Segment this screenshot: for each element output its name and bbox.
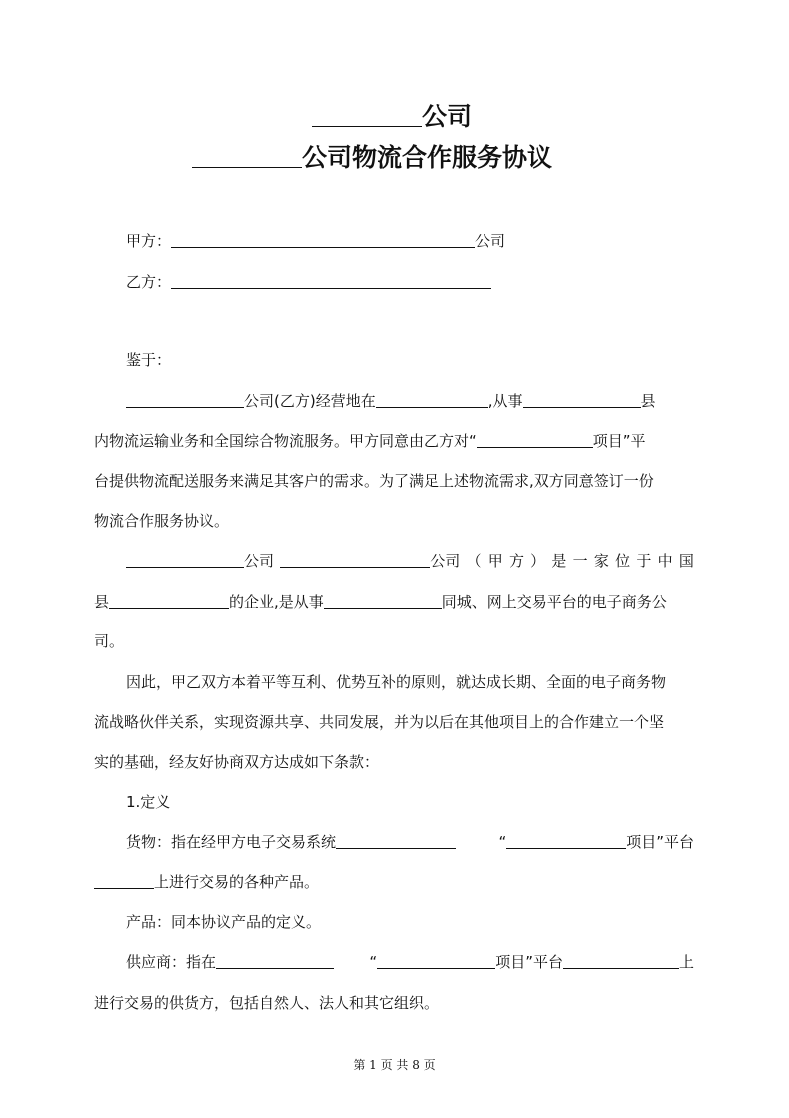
blank xyxy=(377,951,495,969)
party-a-suffix: 公司 xyxy=(475,232,506,250)
section-1-heading xyxy=(126,789,694,815)
p2-line-1 xyxy=(126,548,694,574)
title-text-2: 公司物流合作服务协议 xyxy=(302,143,553,172)
p2-line-2 xyxy=(94,589,694,615)
party-a-label: 甲方： xyxy=(126,232,172,250)
blank xyxy=(171,271,491,289)
text: 甲 xyxy=(487,552,503,570)
p3-line-3 xyxy=(94,749,694,775)
text: 货物：指在经甲方电子交易系统 xyxy=(126,833,337,851)
text: （ xyxy=(466,552,482,570)
blank xyxy=(109,591,229,609)
text: ） xyxy=(530,552,546,570)
blank xyxy=(171,230,475,248)
text: 上进行交易的各种产品。 xyxy=(154,873,320,891)
blank xyxy=(523,390,641,408)
p3-line-1 xyxy=(126,669,694,695)
p3-line-2 xyxy=(94,709,694,735)
title-line-1 xyxy=(312,100,472,132)
text: 县 xyxy=(94,593,110,611)
party-b-label: 乙方： xyxy=(126,273,172,291)
blank xyxy=(477,430,593,448)
supplier-line-2 xyxy=(94,990,694,1016)
title-text-1: 公司 xyxy=(422,102,473,131)
blank xyxy=(336,831,456,849)
text: “ xyxy=(369,953,378,971)
text: 项目”平台 xyxy=(495,953,563,971)
party-a xyxy=(126,228,694,254)
blank xyxy=(94,871,154,889)
text: 国 xyxy=(678,552,694,570)
text: 公司(乙方)经营地在 xyxy=(244,392,376,410)
text: 于 xyxy=(636,552,652,570)
text: 中 xyxy=(657,552,673,570)
p1-line-3 xyxy=(94,468,694,494)
text: “ xyxy=(498,833,507,851)
text: 县 xyxy=(640,392,656,410)
text: 供应商：指在 xyxy=(126,953,217,971)
supplier-line-1 xyxy=(126,949,694,975)
whereas xyxy=(126,347,694,373)
text: 物流合作服务协议。 xyxy=(94,512,230,530)
page-footer: 第 1 页 共 8 页 xyxy=(353,1058,436,1072)
blank xyxy=(192,141,302,168)
whereas-text: 鉴于： xyxy=(126,351,172,369)
text: 台提供物流配送服务来满足其客户的需求。为了满足上述物流需求,双方同意签订一份 xyxy=(94,472,654,490)
text: 内物流运输业务和全国综合物流服务。甲方同意由乙方对“ xyxy=(94,432,477,450)
text: 的企业,是从事 xyxy=(229,593,324,611)
text: 家 xyxy=(593,552,609,570)
text: 公司 xyxy=(244,552,275,570)
product-definition xyxy=(126,909,694,935)
text: 流战略伙伴关系，实现资源共享、共同发展，并为以后在其他项目上的合作建立一个坚 xyxy=(94,713,665,731)
text: 公司 xyxy=(430,552,461,570)
text: 一 xyxy=(572,552,588,570)
text: ,从事 xyxy=(487,392,523,410)
text: 因此，甲乙双方本着平等互利、优势互补的原则，就达成长期、全面的电子商务物 xyxy=(126,673,667,691)
goods-line-1 xyxy=(126,829,694,855)
text: 同城、网上交易平台的电子商务公 xyxy=(441,593,667,611)
blank xyxy=(506,831,626,849)
p1-line-4 xyxy=(94,508,694,534)
text: 实的基础，经友好协商双方达成如下条款： xyxy=(94,753,380,771)
text: 产品：同本协议产品的定义。 xyxy=(126,913,322,931)
text: 司。 xyxy=(94,632,125,650)
text: 位 xyxy=(615,552,631,570)
text: 是 xyxy=(551,552,567,570)
blank xyxy=(312,100,422,127)
goods-line-2 xyxy=(94,869,694,895)
p2-line-3 xyxy=(94,628,694,654)
text: 1.定义 xyxy=(126,793,171,811)
blank xyxy=(126,550,244,568)
text: 进行交易的供货方，包括自然人、法人和其它组织。 xyxy=(94,994,440,1012)
blank xyxy=(324,591,442,609)
text: 上 xyxy=(678,953,694,971)
blank xyxy=(280,550,430,568)
title-line-2 xyxy=(192,141,552,173)
text: 项目”平 xyxy=(592,432,646,450)
p1-line-2 xyxy=(94,428,694,454)
blank xyxy=(216,951,334,969)
text: 方 xyxy=(508,552,524,570)
blank xyxy=(563,951,679,969)
blank xyxy=(376,390,488,408)
p1-line-1 xyxy=(126,388,694,414)
blank xyxy=(126,390,244,408)
text: 项目”平台 xyxy=(626,833,694,851)
party-b xyxy=(126,269,694,295)
